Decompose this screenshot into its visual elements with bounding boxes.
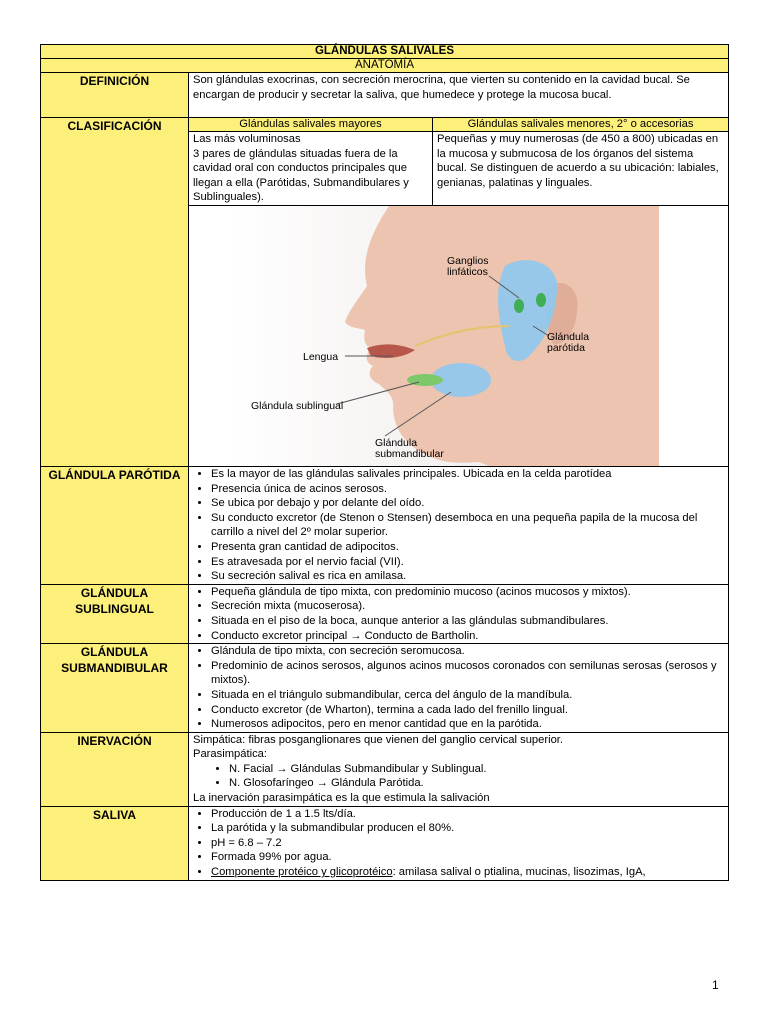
page-number: 1 (712, 978, 719, 992)
parotida-row (41, 467, 729, 585)
label-lengua: Lengua (303, 351, 339, 363)
list-item: • Su conducto excretor (de Stenon o Stensen) desemboca en una pequeña papila de la mucosa del carrillo a nivel del 2º molar superior. (211, 511, 724, 540)
list-item: • Predominio de acinos serosos, algunos acinos mucosos coronados con semilunas serosas (serosos y mixtos). (211, 659, 724, 688)
list-item: • pH = 6.8 – 7.2 (211, 836, 724, 851)
parotida-label: GLÁNDULA PARÓTIDA (41, 467, 189, 585)
sublingual-label: GLÁNDULA SUBLINGUAL (41, 584, 189, 643)
parasimpatica-list (193, 762, 724, 791)
clasificacion-label: CLASIFICACIÓN (41, 118, 189, 467)
label-ganglios: Ganglios linfáticos (447, 255, 489, 278)
subtitle-row (41, 59, 729, 73)
list-item (211, 865, 724, 880)
list-item: • Conducto excretor principal → Conducto de Bartholin. (211, 629, 724, 644)
inervacion-content (189, 732, 729, 806)
sublingual-content (189, 584, 729, 643)
menores-text: Pequeñas y muy numerosas (de 450 a 800) ubicadas en la mucosa y submucosa de los órganos del sistema bucal. Se distinguen de acuerdo a su ubicación: labiales, genianas, palatinas y linguales. (433, 132, 729, 206)
list-item: • Conducto excretor (de Wharton), termina a cada lado del frenillo lingual. (211, 703, 724, 718)
definicion-row (41, 73, 729, 118)
saliva-list (193, 807, 724, 880)
section-subtitle: ANATOMÍA (41, 59, 729, 73)
parotida-content (189, 467, 729, 585)
list-item: • Numerosos adipocitos, pero en menor cantidad que en la parótida. (211, 717, 724, 732)
list-item: • Formada 99% por agua. (211, 850, 724, 865)
list-item: • Es la mayor de las glándulas salivales principales. Ubicada en la celda parotídea (211, 467, 724, 482)
salivary-glands-figure (189, 206, 728, 466)
list-item: • La parótida y la submandibular producen el 80%. (211, 821, 724, 836)
salivary-glands-table (40, 44, 729, 881)
simpatica-text: Simpática: fibras posganglionares que vienen del ganglio cervical superior. (193, 733, 564, 746)
saliva-row (41, 806, 729, 880)
list-item: • N. Glosofaríngeo → Glándula Parótida. (229, 776, 724, 791)
list-item: • Se ubica por debajo y por delante del oído. (211, 496, 724, 511)
saliva-content (189, 806, 729, 880)
list-item: • Situada en el triángulo submandibular, cerca del ángulo de la mandíbula. (211, 688, 724, 703)
submandibular-content (189, 644, 729, 733)
submandibular-row (41, 644, 729, 733)
definicion-label: DEFINICIÓN (41, 73, 189, 118)
clasificacion-header-row (41, 118, 729, 132)
anatomy-illustration (189, 206, 725, 466)
componente-rest: : amilasa salival o ptialina, mucinas, lisozimas, IgA, (392, 866, 646, 879)
saliva-label: SALIVA (41, 806, 189, 880)
document-title: GLÁNDULAS SALIVALES (41, 45, 729, 59)
definicion-text: Son glándulas exocrinas, con secreción merocrina, que vierten su contenido en la cavidad bucal. Se encargan de producir y secretar la saliva, que humedece y protege la mucosa bucal. (189, 73, 729, 118)
inervacion-label: INERVACIÓN (41, 732, 189, 806)
mayores-text: Las más voluminosas 3 pares de glándulas situadas fuera de la cavidad oral con conductos principales que llegan a ella (Parótidas, Submandibulares y Sublinguales). (189, 132, 433, 206)
list-item: • Producción de 1 a 1.5 lts/día. (211, 807, 724, 822)
submandibular-list (193, 644, 724, 732)
list-item: • Pequeña glándula de tipo mixta, con predominio mucoso (acinos mucosos y mixtos). (211, 585, 724, 600)
sublingual-list (193, 585, 724, 643)
submandibular-label: GLÁNDULA SUBMANDIBULAR (41, 644, 189, 733)
label-submandibular: Glándula submandibular (375, 437, 444, 460)
inervacion-row (41, 732, 729, 806)
sublingual-row (41, 584, 729, 643)
list-item: • Es atravesada por el nervio facial (VII). (211, 555, 724, 570)
list-item: • Situada en el piso de la boca, aunque anterior a las glándulas submandibulares. (211, 614, 724, 629)
list-item: • Su secreción salival es rica en amilasa. (211, 569, 724, 584)
list-item: • Presenta gran cantidad de adipocitos. (211, 540, 724, 555)
label-sublingual: Glándula sublingual (251, 400, 344, 412)
parotida-list (193, 467, 724, 584)
list-item: • Glándula de tipo mixta, con secreción seromucosa. (211, 644, 724, 659)
figure-cell (189, 206, 729, 467)
list-item: • Presencia única de acinos serosos. (211, 482, 724, 497)
list-item: • Secreción mixta (mucoserosa). (211, 599, 724, 614)
componente-underlined: Componente protéico y glicoprotéico (211, 866, 393, 879)
parasimpatica-text: Parasimpática: (193, 748, 267, 761)
mayores-header: Glándulas salivales mayores (189, 118, 433, 132)
inervacion-footer: La inervación parasimpática es la que estimula la salivación (193, 792, 490, 805)
menores-header: Glándulas salivales menores, 2° o accesorias (433, 118, 729, 132)
list-item: • N. Facial → Glándulas Submandibular y Sublingual. (229, 762, 724, 777)
title-row (41, 45, 729, 59)
label-parotida: Glándula parótida (547, 331, 590, 354)
